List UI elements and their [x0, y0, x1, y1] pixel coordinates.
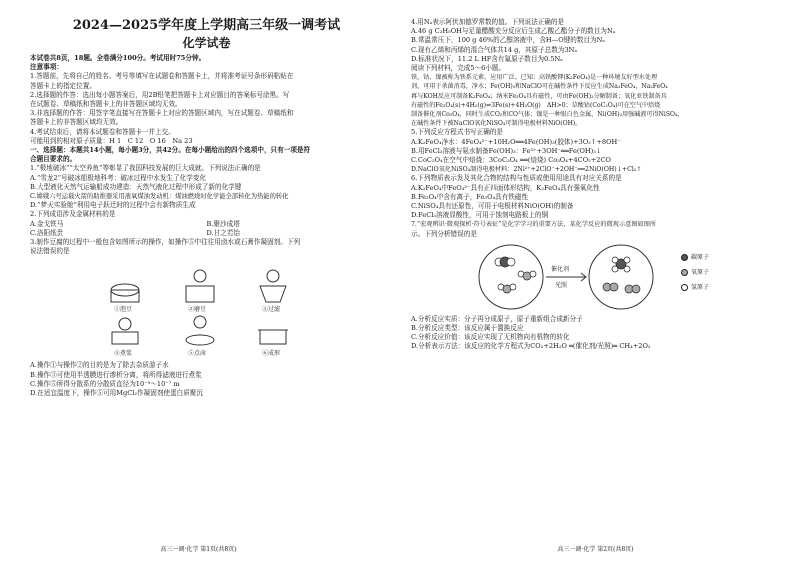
q1-option-d: D.“梦天实验舱”利用电子跃迁时的过程中会有新物质生成	[30, 201, 196, 210]
oxygen-atom-icon	[681, 269, 688, 276]
q5-option-b: B.用FeCl₃溶液与氨水制备Fe(OH)₃：Fe³⁺+3OH⁻══Fe(OH)₃↓	[411, 146, 602, 155]
page-2	[397, 0, 794, 561]
note-line: 3.非选择题的作答：用签字笔直接写在答题卡上对应的答题区域内，写在试题卷、草稿纸和	[30, 109, 294, 118]
reading-line: 再与KOH反应可制备K₂FeO₄；纳米Fe₃O₄具有磁性，可由Fe(OH)₃分解制备；氧化亚铁制备具	[411, 92, 667, 100]
q2-option-c: C.洛阳纸贵	[30, 228, 64, 237]
note-line: 答题卡上的指定位置。	[30, 81, 96, 90]
q4-option-d: D.标准状况下，11.2 L HF含有氟原子数目为0.5Nₐ	[411, 54, 563, 63]
section-heading-cont: 合题目要求的。	[30, 155, 77, 164]
figure-label: ①泡豆	[114, 306, 133, 314]
q5-option-a: A.K₂FeO₄净水：4FeO₄²⁻+10H₂O══4Fe(OH)₃(胶体)+3O₂↑+8OH⁻	[411, 137, 621, 146]
q7-option-c: C.分析反应价值：该反应实现了无机物向有机物的转化	[411, 333, 570, 342]
figure-label: ⑤点卤	[188, 350, 207, 358]
page-footer: 高三一调·化学 第2页(共8页)	[557, 546, 634, 553]
q3-option-c: C.操作⑤所得分散系的分散质直径为10⁻⁹～10⁻⁷ m	[30, 379, 180, 388]
q4-option-c: C.现有乙烯和丙烯的混合气体共14 g，其原子总数为3Nₐ	[411, 45, 577, 54]
reading-line: 制备催化剂Co₃O₄，同时生成CO₂和CO气体；镍是一种银白色金属，Ni(OH)₂用强碱液可得NiSO₄，	[411, 111, 684, 119]
notes-heading: 注意事项：	[30, 63, 63, 72]
question-3-stem: 3.制作豆腐的过程中一般包含如图所示的操作，如操作⑤中往往用卤水或石膏作凝固剂。下列	[30, 238, 301, 247]
question-2-stem: 2.下列成语涉及金属材料的是	[30, 210, 116, 219]
q6-option-b: B.Fe₃O₄中含有离子，Fe₃O₄具有铁磁性	[411, 192, 529, 201]
figure-label: ②磨豆	[188, 306, 207, 314]
legend-carbon: 碳原子	[691, 253, 710, 261]
molecular-diagram	[471, 242, 741, 312]
q6-option-d: D.FeCl₃溶液显酸性，可用于蚀刻电路板上的铜	[411, 211, 549, 220]
question-7-stem-cont: 示。下列分析错误的是	[411, 229, 477, 238]
q3-option-a: A.操作①与操作②的目的是为了除去杂质游子水	[30, 361, 169, 370]
reaction-microscopic-diagram	[471, 242, 671, 312]
q1-option-b: B.大型液化天然气运输船成功建造：天然气液化过程中形成了新的化学键	[30, 182, 242, 191]
q6-option-c: C.NiSO₄具有还原性，可用于电极材料NiO(OH)的制备	[411, 202, 574, 211]
diagram-legend	[681, 252, 709, 291]
q6-option-a: A.K₂FeO₄中FeO₄²⁻具有正四面体形结构，K₂FeO₄具有强氧化性	[411, 183, 600, 192]
hydrogen-atom-icon	[681, 284, 688, 291]
figure-label: ④煮浆	[114, 350, 133, 358]
q7-option-a: A.分析反应实质：分子再分成原子，原子重新组合成新分子	[411, 314, 583, 323]
question-6-stem: 6.下列物质表示发及其化合物的结构与性质或使用用途具有对应关系的是	[411, 174, 622, 183]
q5-option-c: C.CoC₂O₄在空气中焙烧：3CoC₂O₄ ══(焙烧) Co₃O₄+4CO₂+2CO	[411, 156, 611, 165]
note-line: 2.选择题的作答：选出每小题答案后，用2B铅笔把答题卡上对应题目的答案标号涂黑。写	[30, 90, 290, 99]
carbon-atom-icon	[681, 254, 688, 261]
q3-option-d: D.在适宜温度下，操作⑤可用MgCl₂作凝固剂使蛋白质聚沉	[30, 389, 203, 398]
question-5-stem: 5.下列反应方程式书写正确的是	[411, 128, 504, 137]
page-footer: 高三一调·化学 第1页(共8页)	[160, 546, 237, 553]
section-heading: 一、选择题：本题共14小题，每小题3分，共42分。在每小题给出的四个选项中，只有一项是符	[30, 146, 311, 155]
q2-option-a: A.金戈铁马	[30, 219, 64, 228]
note-line: 在试题卷、草稿纸和答题卡上的非答题区域均无效。	[30, 100, 182, 109]
q2-option-d: D.甘之若饴	[206, 228, 241, 237]
note-line: 答题卡上的非答题区域均无效。	[30, 118, 123, 127]
q4-option-a: A.46 g C₂H₅OH与足量醋酸充分反应后生成乙酸乙酯分子的数目为Nₐ	[411, 27, 616, 36]
catalyst-label: 催化剂	[551, 265, 570, 273]
reading-line: 铁、钴、镍被称为铁系元素，应用广泛。已知：高铁酸钾(K₂FeO₄)是一种环境友好型水处理	[411, 74, 658, 82]
legend-hydrogen: 氢原子	[691, 283, 710, 291]
q5-option-d: D.NaClO氧化NiSO₄制得电极材料：2Ni²⁺+2ClO⁻+2OH⁻══2NiO(OH)↓+Cl₂↑	[411, 166, 642, 174]
q7-option-b: B.分析反应类型：该反应属于置换反应	[411, 324, 524, 333]
note-line: 1.答题前，先将自己的姓名、考号等填写在试题卷和答题卡上，并将准考证号条形码粘贴在	[30, 72, 294, 81]
note-line: 可能用到的相对原子质量：H 1 C 12 O 16 Na 23	[30, 136, 193, 145]
reading-intro: 阅读下列材料，完成5～6小题。	[411, 64, 506, 73]
light-label: 光照	[555, 281, 568, 289]
note-line: 4.考试结束后，请将本试题卷和答题卡一并上交。	[30, 127, 175, 136]
reading-line: 在碱性条件下被NaClO氧化NiSO₄可制得电极材料NiO(OH)。	[411, 120, 582, 128]
q1-option-a: A.“雪龙2”号破冰船极地科考：破冰过程中水发生了化学变化	[30, 173, 207, 182]
exam-title: 2024—2025学年度上学期高三年级一调考试	[72, 18, 341, 33]
exam-info: 本试卷共8页，18题。全卷满分100分。考试用时75分钟。	[30, 54, 206, 62]
q3-option-b: B.操作③可使用半透膜进行渗析分离，将所得滤液进行煮浆	[30, 370, 202, 379]
figure-label: ③过滤	[262, 306, 281, 314]
reading-line: 剂，可用于杀菌消毒，净水；Fe(OH)₃和NaClO可在碱性条件下反应生成Na₂FeO₄，Na₂FeO₄	[411, 83, 668, 91]
q1-option-c: C.嫦娥六号运载火箭的助推器采用液氧煤油发动机：煤油燃烧时化学能全部转化为热能的转化	[30, 193, 289, 201]
question-7-stem: 7.“宏观辨识·微观探析·符号表征”是化学学习的重要方法，某化学反应的微观示意图如图所	[411, 221, 657, 229]
q4-option-b: B.常温常压下，100 g 46%的乙醇溶液中，含H—O键的数目为Nₐ	[411, 36, 605, 45]
question-4-stem: 4.用Nₐ表示阿伏加德罗常数的值。下列说法正确的是	[411, 18, 565, 26]
figure-label: ⑥成形	[262, 350, 281, 358]
q7-option-d: D.分析表示方法：该反应的化学方程式为CO₂+2H₂O ═(催化剂/光照)═ CH₄+2O₂	[411, 342, 651, 351]
q2-option-b: B.聚沙成塔	[206, 219, 240, 228]
reading-line: 有磁性的Fe₃O₄(s)+4H₂(g)⇌3Fe(s)+4H₂O(g) ΔH>0；草酸钴(CoC₂O₄)可在空气中焙烧	[411, 101, 661, 109]
legend-oxygen: 氧原子	[691, 268, 710, 276]
question-1-stem: 1.“极地破冰”“太空养鱼”等彰显了我国科技发展的巨大成就。下列说法正确的是	[30, 164, 261, 173]
tofu-process-figure	[90, 258, 310, 358]
question-3-stem-cont: 说法错误的是	[30, 247, 70, 256]
exam-subtitle: 化学试卷	[182, 36, 231, 50]
